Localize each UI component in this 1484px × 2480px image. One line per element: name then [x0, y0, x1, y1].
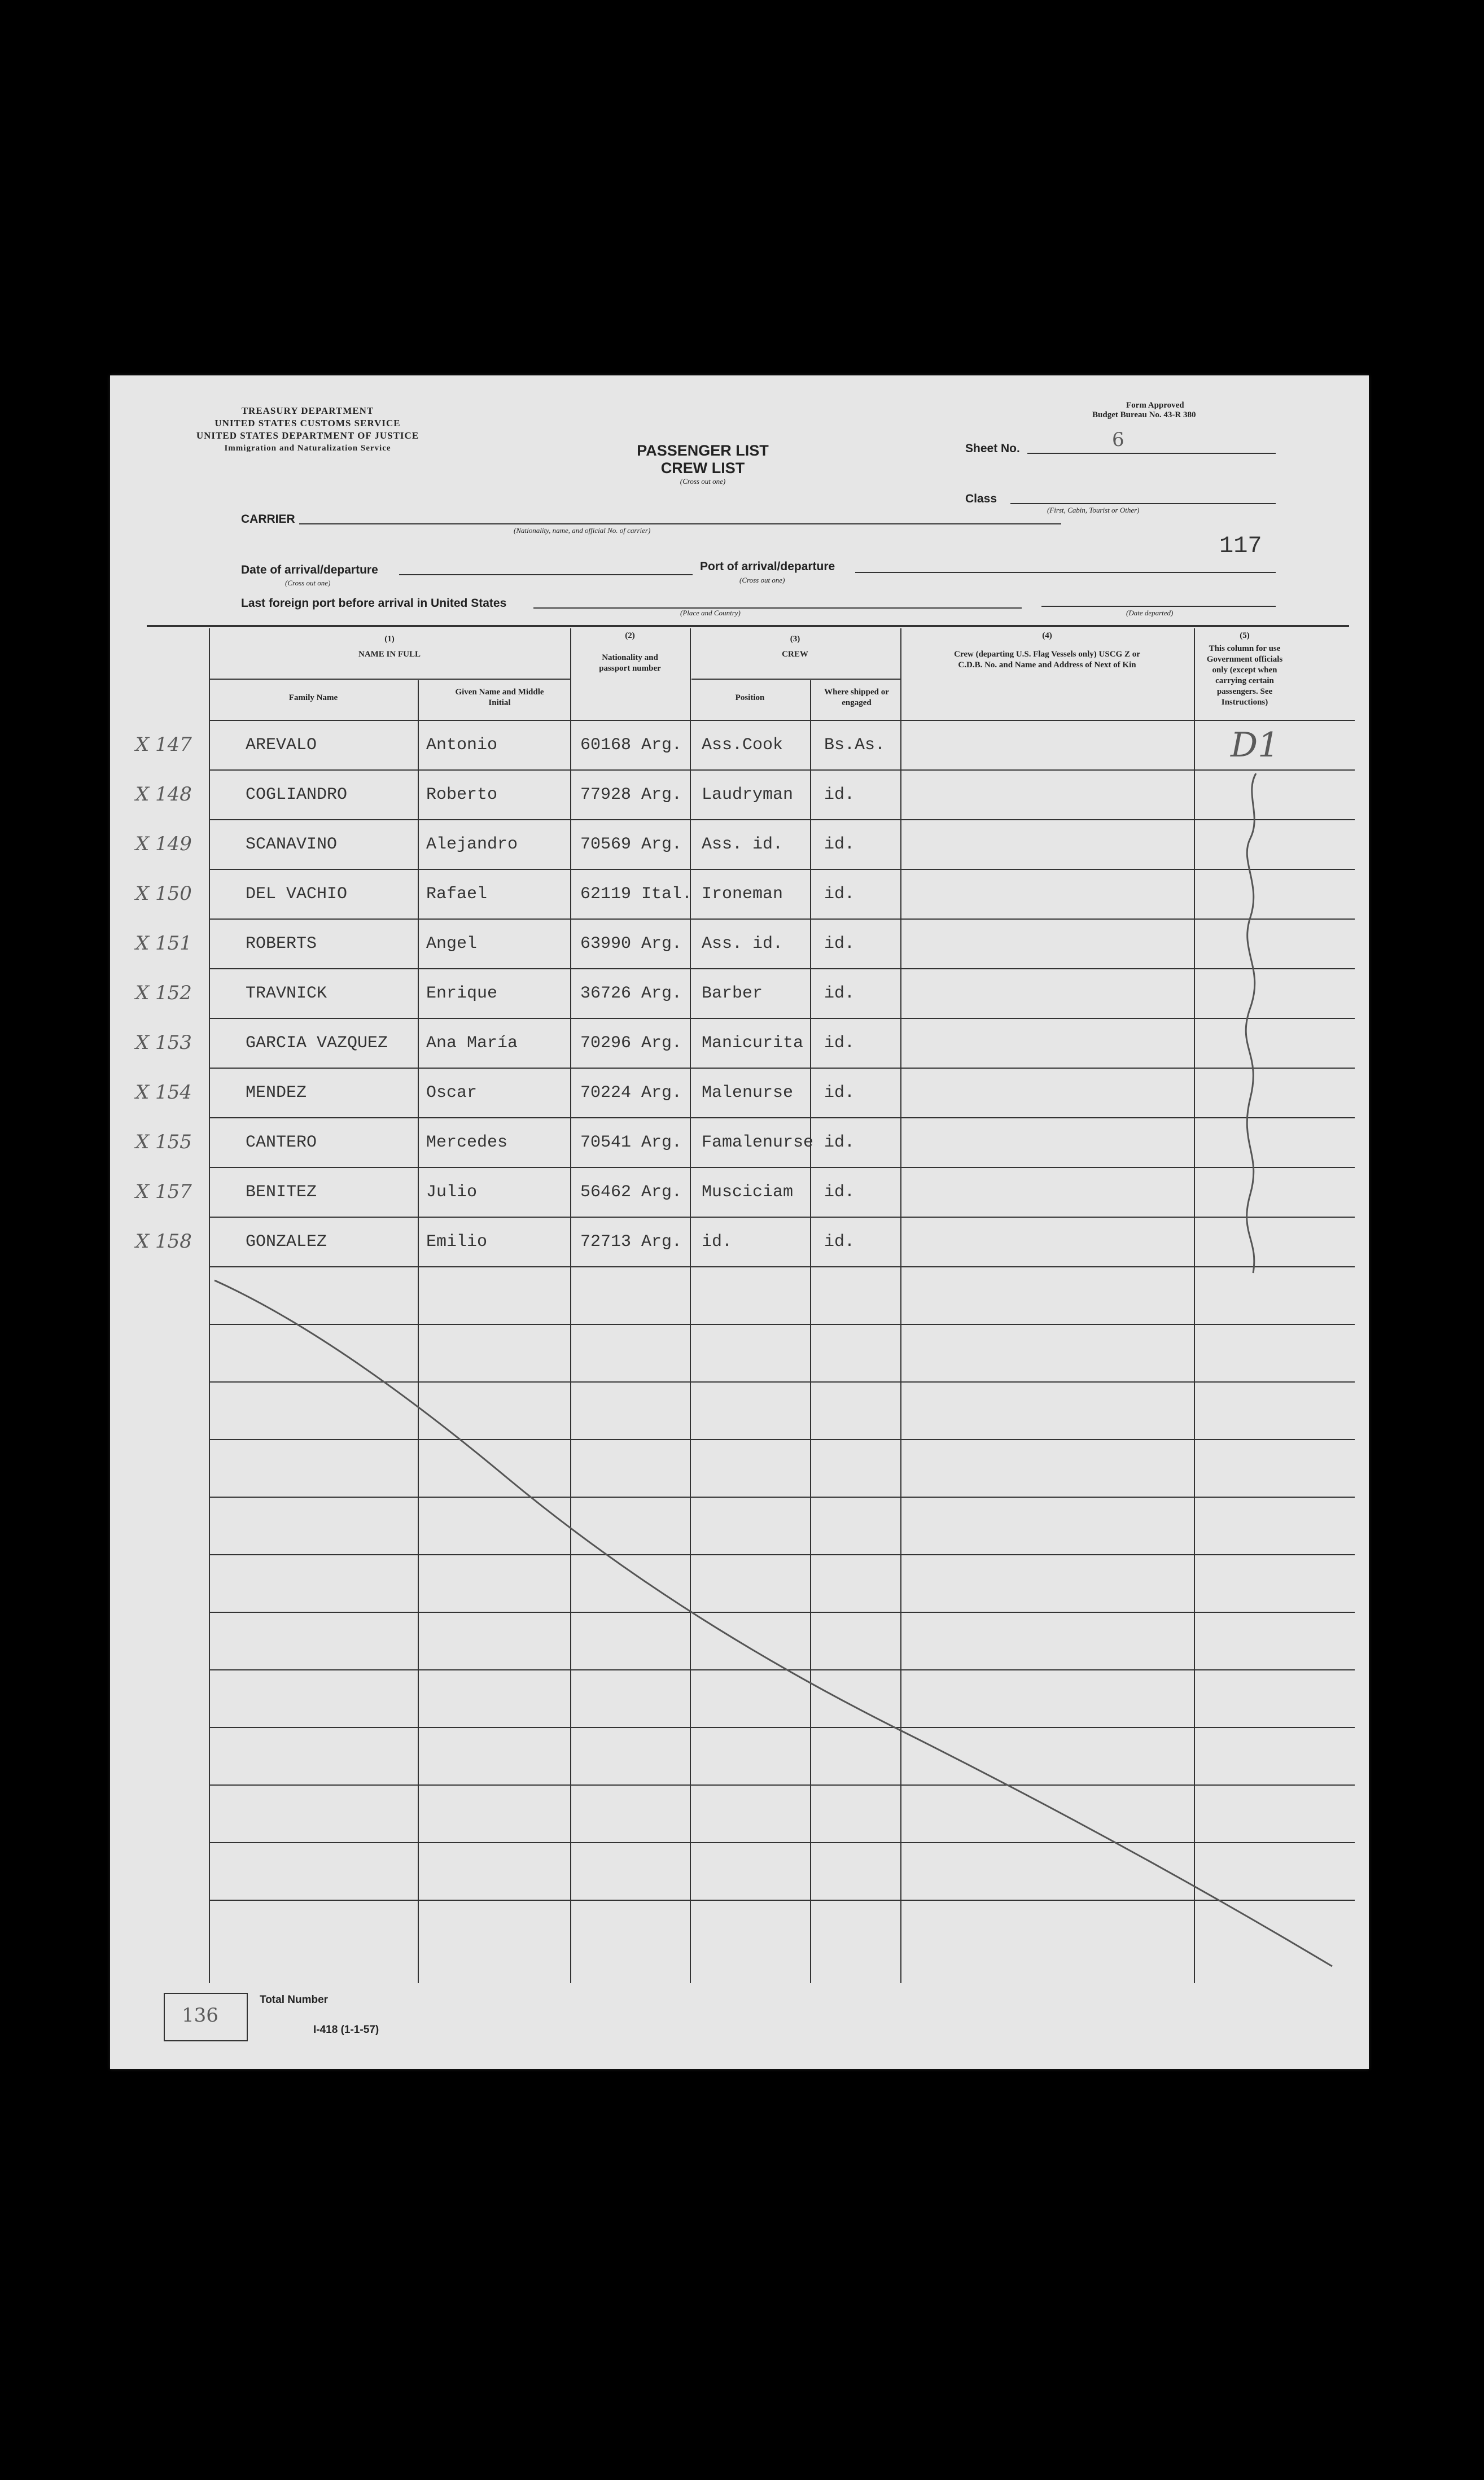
position-cell: Malenurse	[702, 1083, 794, 1103]
given-name-cell: Ana María	[426, 1034, 518, 1053]
family-name-cell: COGLIANDRO	[246, 785, 348, 804]
position-cell: Ass. id.	[702, 835, 783, 854]
row-mark: X 155	[135, 1131, 192, 1153]
given-name-cell: Rafael	[426, 885, 488, 904]
position-cell: Famalenurse	[702, 1133, 814, 1152]
given-name-cell: Alejandro	[426, 835, 518, 854]
form-approved: Form Approved	[1126, 401, 1184, 410]
passport-cell: 63990 Arg.	[580, 934, 682, 953]
passport-cell: 70296 Arg.	[580, 1034, 682, 1053]
position-cell: Manicurita	[702, 1034, 804, 1053]
position-cell: Laudryman	[702, 785, 794, 804]
port-label: Port of arrival/departure	[700, 560, 835, 573]
position-header: Position	[735, 693, 765, 702]
passport-cell: 70541 Arg.	[580, 1133, 682, 1152]
dept-line1: TREASURY DEPARTMENT	[241, 405, 374, 416]
budget-bureau: Budget Bureau No. 43-R 380	[1092, 410, 1196, 419]
given-name-cell: Roberto	[426, 785, 498, 804]
position-cell: Ass.Cook	[702, 736, 783, 755]
where-shipped-cell: id.	[824, 1232, 855, 1252]
family-name-cell: GARCIA VAZQUEZ	[246, 1034, 388, 1053]
form-id: I-418 (1-1-57)	[313, 2024, 379, 2036]
where-shipped-cell: id.	[824, 1083, 855, 1103]
carrier-hint: (Nationality, name, and official No. of carrier)	[514, 526, 651, 535]
title-cross-out-hint: (Cross out one)	[680, 477, 726, 485]
given-name-cell: Enrique	[426, 984, 498, 1003]
title-crew-list: CREW LIST	[660, 460, 745, 476]
class-label: Class	[965, 492, 997, 505]
row-mark: X 151	[135, 932, 192, 955]
family-name-cell: TRAVNICK	[246, 984, 327, 1003]
given-name-cell: Julio	[426, 1183, 478, 1202]
family-name-cell: AREVALO	[246, 736, 317, 755]
family-name-cell: CANTERO	[246, 1133, 317, 1152]
place-hint: (Place and Country)	[680, 609, 741, 617]
annotation-overlay	[110, 375, 1369, 2069]
passport-cell: 77928 Arg.	[580, 785, 682, 804]
row-mark: X 158	[135, 1230, 192, 1253]
family-name-cell: SCANAVINO	[246, 835, 338, 854]
position-cell: Ironeman	[702, 885, 783, 904]
where-shipped-cell: id.	[824, 885, 855, 904]
where-shipped-cell: id.	[824, 1133, 855, 1152]
where-shipped-cell: Bs.As.	[824, 736, 886, 755]
given-name-cell: Angel	[426, 934, 478, 953]
date-hint: (Cross out one)	[285, 579, 331, 587]
diagonal-strike-line	[214, 1280, 1332, 1966]
official-wavy-mark	[1246, 773, 1256, 1273]
row-mark: X 149	[135, 833, 192, 855]
c5-title: This column for use Government officials only (except when carrying certain passengers. See Instructions)	[1206, 644, 1283, 707]
passport-cell: 36726 Arg.	[580, 984, 682, 1003]
passport-cell: 56462 Arg.	[580, 1183, 682, 1202]
c4-title: Crew (departing U.S. Flag Vessels only) USCG Z or C.D.B. No. and Name and Address of Next of Kin	[954, 650, 1140, 670]
c5-num: (5)	[1240, 631, 1250, 640]
sheet-value: 6	[1112, 428, 1124, 451]
dept-line3: UNITED STATES DEPARTMENT OF JUSTICE	[196, 430, 419, 441]
position-cell: id.	[702, 1232, 733, 1252]
c3-title: CREW	[782, 650, 808, 659]
class-hint: (First, Cabin, Tourist or Other)	[1047, 506, 1140, 514]
family-name-cell: BENITEZ	[246, 1183, 317, 1202]
where-shipped-cell: id.	[824, 984, 855, 1003]
where-shipped-cell: id.	[824, 1034, 855, 1053]
where-shipped-cell: id.	[824, 934, 855, 953]
row-mark: X 147	[135, 733, 192, 756]
position-cell: Ass. id.	[702, 934, 783, 953]
date-departed-hint: (Date departed)	[1126, 609, 1174, 617]
sheet-label: Sheet No.	[965, 442, 1020, 455]
given-name-header: Given Name and Middle Initial	[455, 688, 544, 707]
row-mark: X 154	[135, 1081, 192, 1104]
given-name-cell: Mercedes	[426, 1133, 508, 1152]
total-number-label: Total Number	[260, 1994, 329, 2006]
position-cell: Musciciam	[702, 1183, 794, 1202]
row-mark: X 150	[135, 882, 192, 905]
total-box	[164, 1993, 248, 2041]
family-name-cell: GONZALEZ	[246, 1232, 327, 1252]
date-label: Date of arrival/departure	[241, 563, 378, 576]
row-mark: X 148	[135, 783, 192, 806]
passport-cell: 70569 Arg.	[580, 835, 682, 854]
c1-num: (1)	[384, 635, 395, 644]
passport-cell: 72713 Arg.	[580, 1232, 682, 1252]
c2-title: Nationality and passport number	[599, 653, 661, 673]
c3-num: (3)	[790, 635, 800, 644]
position-cell: Barber	[702, 984, 763, 1003]
given-name-cell: Oscar	[426, 1083, 478, 1103]
passport-cell: 70224 Arg.	[580, 1083, 682, 1103]
carrier-label: CARRIER	[241, 513, 295, 526]
dept-line4: Immigration and Naturalization Service	[224, 444, 391, 453]
row-mark: X 153	[135, 1031, 192, 1054]
last-port-label: Last foreign port before arrival in United States	[241, 597, 507, 610]
where-shipped-cell: id.	[824, 1183, 855, 1202]
family-name-cell: DEL VACHIO	[246, 885, 348, 904]
title-passenger-list: PASSENGER LIST	[637, 442, 769, 459]
total-box-value: 136	[182, 2004, 218, 2027]
where-shipped-cell: id.	[824, 835, 855, 854]
where-shipped-header: Where shipped or engaged	[824, 688, 889, 707]
official-mark: D1	[1231, 725, 1280, 765]
passport-cell: 62119 Ital.	[580, 885, 693, 904]
passport-cell: 60168 Arg.	[580, 736, 682, 755]
dept-line2: UNITED STATES CUSTOMS SERVICE	[214, 418, 401, 428]
given-name-cell: Antonio	[426, 736, 498, 755]
family-name-cell: ROBERTS	[246, 934, 317, 953]
page-number: 117	[1219, 532, 1262, 559]
row-mark: X 152	[135, 982, 192, 1004]
row-mark: X 157	[135, 1180, 192, 1203]
c1-title: NAME IN FULL	[358, 650, 421, 659]
family-name-cell: MENDEZ	[246, 1083, 307, 1103]
where-shipped-cell: id.	[824, 785, 855, 804]
family-name-header: Family Name	[288, 693, 338, 702]
c2-num: (2)	[625, 631, 635, 640]
c4-num: (4)	[1042, 631, 1052, 640]
crew-list-form	[110, 375, 1369, 2069]
given-name-cell: Emilio	[426, 1232, 488, 1252]
port-hint: (Cross out one)	[739, 576, 785, 584]
